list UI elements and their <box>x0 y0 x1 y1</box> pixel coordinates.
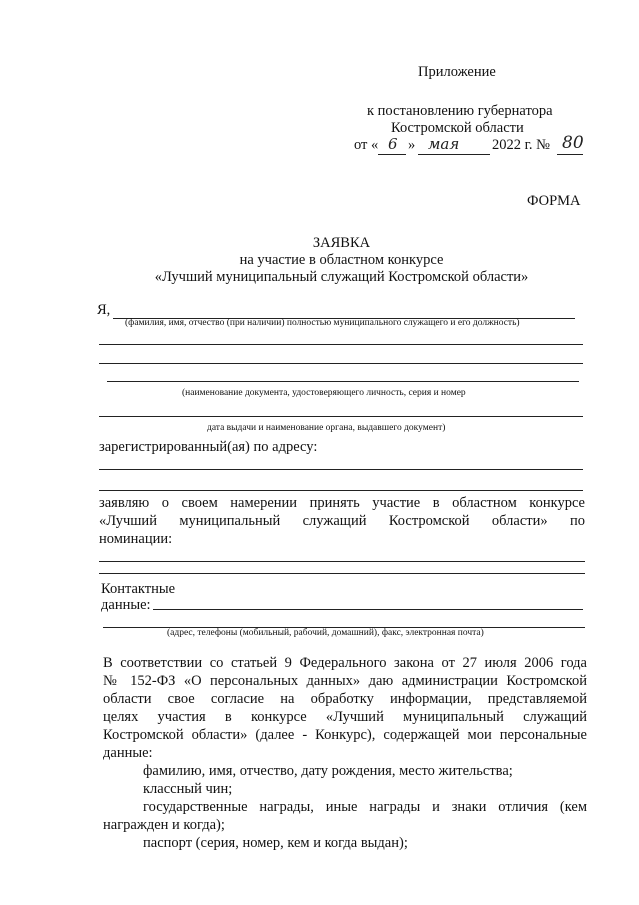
contacts-hint: (адрес, телефоны (мобильный, рабочий, домашний), факс, электронная почта) <box>167 628 484 638</box>
issue-field-line[interactable] <box>99 416 583 417</box>
appendix-label: Приложение <box>418 64 496 80</box>
declare-line-2: «Лучший муниципальный служащий Костромской области» по <box>99 513 585 529</box>
month-underline <box>418 154 490 155</box>
consent-line-3: области свое согласие на обработку информации, представляемой <box>103 691 587 707</box>
consent-item: государственные награды, иные награды и знаки отличия (кем <box>143 799 587 815</box>
consent-line-5: Костромской области» (далее - Конкурс), содержащей мои персональные <box>103 727 587 743</box>
address-field-line[interactable] <box>99 469 583 470</box>
title-main: ЗАЯВКА <box>312 235 371 251</box>
declare-line-3: номинации: <box>99 531 173 547</box>
date-mid: » <box>408 137 416 153</box>
title-line2: на участие в областном конкурсе <box>239 252 444 268</box>
date-month: мая <box>428 135 460 153</box>
doc-number: 80 <box>562 133 584 153</box>
nomination-field-line[interactable] <box>99 561 585 562</box>
date-year: 2022 г. № <box>492 137 551 153</box>
contacts-field-line[interactable] <box>153 609 583 610</box>
form-label: ФОРМА <box>527 193 581 209</box>
contacts-label-2: данные: <box>101 597 151 613</box>
date-prefix: от « <box>354 137 379 153</box>
consent-line-1: В соответствии со статьей 9 Федерального закона от 27 июля 2006 года <box>103 655 587 671</box>
name-field-hint: (фамилия, имя, отчество (при наличии) полностью муниципального служащего и его должность) <box>125 318 520 328</box>
nomination-field-line-2[interactable] <box>99 573 585 574</box>
i-label: Я, <box>97 302 111 318</box>
name-field-line-3[interactable] <box>99 363 583 364</box>
issue-field-hint: дата выдачи и наименование органа, выдавшего документ) <box>207 423 446 433</box>
consent-line-2: № 152-ФЗ «О персональных данных» даю администрации Костромской <box>103 673 587 689</box>
resolution-line: к постановлению губернатора <box>367 103 553 119</box>
consent-item: фамилию, имя, отчество, дату рождения, место жительства; <box>143 763 513 779</box>
number-underline <box>557 154 583 155</box>
consent-item: классный чин; <box>143 781 233 797</box>
doc-field-hint: (наименование документа, удостоверяющего личность, серия и номер <box>182 388 466 398</box>
consent-line-4: целях участия в конкурсе «Лучший муниципальный служащий <box>103 709 587 725</box>
doc-field-line[interactable] <box>107 381 579 382</box>
title-line3: «Лучший муниципальный служащий Костромской области» <box>154 269 529 285</box>
consent-item-continued: награжден и когда); <box>103 817 225 833</box>
consent-item: паспорт (серия, номер, кем и когда выдан); <box>143 835 408 851</box>
day-underline <box>378 154 406 155</box>
address-field-line-2[interactable] <box>99 490 583 491</box>
contacts-label-1: Контактные <box>101 581 176 597</box>
consent-line-6: данные: <box>103 745 153 761</box>
region-line: Костромской области <box>391 120 524 136</box>
declare-line-1: заявляю о своем намерении принять участие в областном конкурсе <box>99 495 585 511</box>
name-field-line-2[interactable] <box>99 344 583 345</box>
registered-label: зарегистрированный(ая) по адресу: <box>99 439 318 455</box>
date-day: 6 <box>388 135 398 153</box>
